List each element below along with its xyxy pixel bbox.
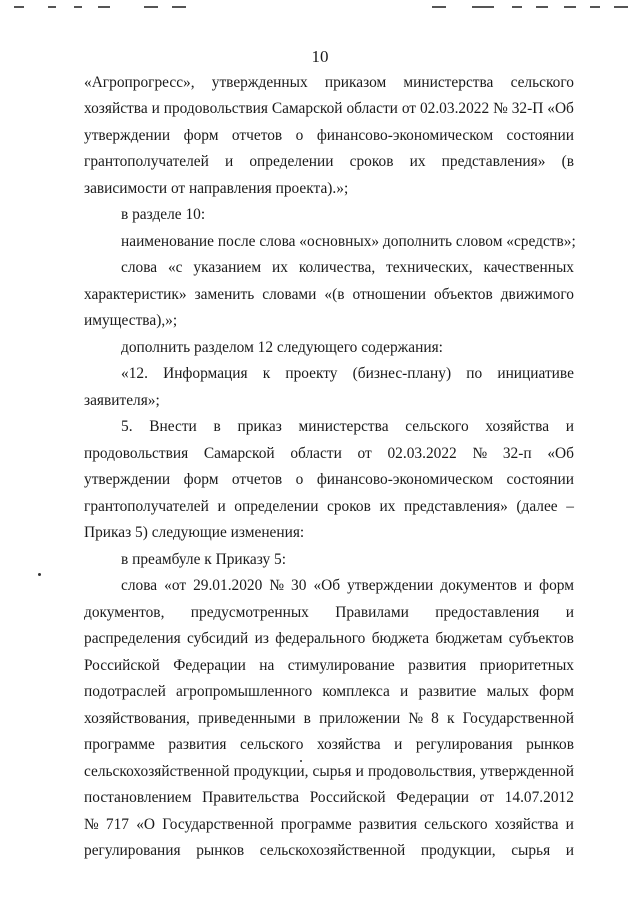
word: указанием <box>193 259 262 276</box>
word: развития <box>358 816 417 833</box>
word: 717 <box>105 816 129 833</box>
word: заявителя»; <box>84 392 160 409</box>
word: хозяйства <box>84 100 148 117</box>
word: в преамбуле к Приказу 5: <box>121 551 286 568</box>
word: сельского <box>405 418 469 435</box>
word: Федерации <box>396 789 470 806</box>
word: продукции, <box>233 763 309 780</box>
word: субсидий <box>186 630 249 647</box>
word: утверждении <box>347 577 434 594</box>
word: комплекса <box>322 683 390 700</box>
word: хозяйства <box>316 736 381 753</box>
word: форм <box>183 127 219 144</box>
word: 14.07.2012 <box>504 789 574 806</box>
text-line <box>121 204 205 226</box>
word: «Агропрогресс», <box>84 74 195 91</box>
word: определении <box>249 153 334 170</box>
word: документов <box>440 577 517 594</box>
word: сельскохозяйственной <box>84 763 230 780</box>
word: сроков <box>349 153 394 170</box>
scan-speck <box>300 760 302 762</box>
word: дополнить разделом 12 следующего содержания: <box>121 339 443 356</box>
text-line <box>84 628 574 650</box>
word: «Об <box>547 445 574 462</box>
word: и <box>565 842 574 859</box>
text-line <box>84 787 574 809</box>
word: и <box>151 100 160 117</box>
word: министерства <box>403 74 494 91</box>
word: документов, <box>84 604 165 621</box>
word: Правилами <box>335 604 409 621</box>
word: инициативе <box>497 365 574 382</box>
word: продовольствия <box>84 445 189 462</box>
word: № <box>493 100 508 117</box>
word: в разделе 10: <box>121 206 206 223</box>
word: в <box>303 710 311 727</box>
word: характеристик» <box>84 286 187 303</box>
word: состоянии <box>506 471 574 488</box>
word: от <box>357 445 372 462</box>
word: утверждении <box>84 471 171 488</box>
word: распределения <box>84 630 181 647</box>
word: сельского <box>240 736 304 753</box>
word: форм <box>539 683 574 700</box>
text-line <box>84 151 574 173</box>
word: сырья <box>511 842 551 859</box>
page-number: 10 <box>311 47 329 66</box>
word: (далее <box>516 498 558 515</box>
word: словами <box>262 286 317 303</box>
word: количества, <box>298 259 376 276</box>
word: 8 <box>431 710 439 727</box>
word: сельскохозяйственной <box>259 842 406 859</box>
word: регулирования <box>84 842 181 859</box>
word: качественных <box>483 259 574 276</box>
word: слова <box>121 259 158 276</box>
word: программе <box>280 816 352 833</box>
text-line <box>84 284 574 306</box>
word: их <box>409 153 426 170</box>
word: заменить <box>194 286 255 303</box>
word: в <box>213 418 221 435</box>
text-line <box>84 840 574 862</box>
word: о <box>295 127 304 144</box>
word: и <box>565 816 574 833</box>
word: к <box>262 365 271 382</box>
word: Правительства <box>202 789 300 806</box>
word: программе <box>84 736 155 753</box>
word: грантополучателей <box>84 153 209 170</box>
word: «с <box>167 259 183 276</box>
text-line <box>121 257 574 279</box>
text-line <box>84 655 574 677</box>
word: постановлением <box>84 789 192 806</box>
word: области <box>290 445 342 462</box>
word: утвержденной <box>480 763 574 780</box>
word: Приказ 5) следующие изменения: <box>84 524 305 541</box>
word: наименование после слова «основных» дополнить словом «средств»; <box>121 233 576 250</box>
text-line <box>84 761 574 783</box>
word: «12. <box>121 365 148 382</box>
scan-edge-marks <box>0 6 640 10</box>
word: приведенными <box>198 710 296 727</box>
text-line <box>84 814 574 836</box>
word: 02.03.2022 <box>387 445 457 462</box>
word: 5. <box>121 418 133 435</box>
word: Самарской <box>203 445 275 462</box>
text-line <box>84 681 574 703</box>
word: утверждении <box>84 127 171 144</box>
word: малых <box>486 683 529 700</box>
word: подотраслей <box>84 683 166 700</box>
word: бюджета <box>371 630 430 647</box>
word: движимого <box>500 286 574 303</box>
word: представления» <box>404 498 508 515</box>
word: и <box>523 577 533 594</box>
word: рынков <box>196 842 245 859</box>
word: и <box>565 604 574 621</box>
text-line <box>121 549 286 571</box>
word: представления» <box>441 153 546 170</box>
text-line <box>84 125 574 147</box>
word: федерального <box>275 630 366 647</box>
word: министерства <box>298 418 389 435</box>
text-line <box>84 72 574 94</box>
word: и <box>225 153 234 170</box>
word: Информация <box>163 365 248 382</box>
text-line <box>84 390 160 412</box>
word: предоставления <box>435 604 540 621</box>
word: 29.01.2020 <box>193 577 263 594</box>
text-line <box>121 337 443 359</box>
word: форм <box>539 577 574 594</box>
text-line <box>84 522 304 544</box>
word: утвержденных <box>211 74 308 91</box>
word: стимулирование <box>287 657 395 674</box>
word: имущества),»; <box>84 312 178 329</box>
text-line <box>84 496 574 518</box>
word: предусмотренных <box>190 604 309 621</box>
text-line <box>84 178 348 200</box>
word: сельского <box>510 74 574 91</box>
word: Государственной <box>162 816 274 833</box>
word: «Об <box>547 100 574 117</box>
text-line <box>121 575 574 597</box>
word: сроков <box>327 498 371 515</box>
word: приоритетных <box>479 657 574 674</box>
word: хозяйствования, <box>84 710 190 727</box>
word: Российской <box>84 657 160 674</box>
text-line <box>121 416 574 438</box>
text-line <box>121 363 574 385</box>
word: продукции, <box>420 842 496 859</box>
text-line <box>84 708 574 730</box>
word: к <box>447 710 455 727</box>
word: и <box>355 763 364 780</box>
word: № <box>472 445 488 462</box>
word: на <box>259 657 275 674</box>
word: по <box>466 365 483 382</box>
word: объектов <box>434 286 493 303</box>
word: 32-п <box>502 445 532 462</box>
word: 30 <box>291 577 307 594</box>
word: от <box>401 100 417 117</box>
word: и <box>565 418 574 435</box>
word: Внести <box>149 418 197 435</box>
word: и <box>400 683 409 700</box>
word: хозяйства <box>494 816 559 833</box>
word: слова <box>121 577 158 594</box>
word: финансово-экономическом <box>316 471 494 488</box>
word: технических, <box>386 259 473 276</box>
word: отчетов <box>231 471 283 488</box>
word: № <box>84 816 99 833</box>
word: определении <box>234 498 319 515</box>
text-line <box>84 734 574 756</box>
word: Самарской <box>271 100 343 117</box>
text-line <box>84 443 574 465</box>
word: Российской <box>309 789 386 806</box>
word: – <box>566 498 574 515</box>
word: их <box>379 498 396 515</box>
word: «от <box>164 577 187 594</box>
word: о <box>295 471 304 488</box>
word: продовольствия <box>163 100 268 117</box>
word: «О <box>136 816 156 833</box>
word: отношении <box>352 286 427 303</box>
word: зависимости от направления проекта).»; <box>84 180 349 197</box>
word: № <box>408 710 424 727</box>
word: Федерации <box>173 657 246 674</box>
word: от <box>479 789 494 806</box>
word: сельского <box>424 816 488 833</box>
word: (бизнес-плану) <box>352 365 452 382</box>
word: форм <box>183 471 219 488</box>
word: приказ <box>237 418 282 435</box>
word: развития <box>408 657 467 674</box>
word: субъектов <box>508 630 574 647</box>
word: и <box>217 498 226 515</box>
word: «(в <box>324 286 345 303</box>
scan-speck <box>38 573 41 576</box>
word: развитие <box>418 683 477 700</box>
text-line <box>84 98 574 120</box>
word: их <box>272 259 288 276</box>
word: развития <box>168 736 227 753</box>
word: области <box>346 100 398 117</box>
text-line <box>84 310 177 332</box>
word: продовольствия, <box>367 763 477 780</box>
word: грантополучателей <box>84 498 209 515</box>
text-line <box>121 231 576 253</box>
word: 02.03.2022 <box>419 100 490 117</box>
word: № <box>269 577 285 594</box>
word: финансово-экономическом <box>316 127 494 144</box>
word: регулирования <box>415 736 513 753</box>
word: состоянии <box>506 127 574 144</box>
word: из <box>254 630 269 647</box>
word: отчетов <box>231 127 283 144</box>
word: агропромышленного <box>176 683 313 700</box>
word: и <box>394 736 403 753</box>
word: 32-П <box>511 100 544 117</box>
word: хозяйства <box>485 418 550 435</box>
word: сырья <box>312 763 352 780</box>
word: рынков <box>526 736 574 753</box>
word: приложении <box>319 710 401 727</box>
word: (в <box>561 153 574 170</box>
word: «Об <box>313 577 341 594</box>
word: проекту <box>285 365 338 382</box>
word: бюджетам <box>435 630 503 647</box>
word: Государственной <box>462 710 574 727</box>
text-line <box>84 602 574 624</box>
word: приказом <box>324 74 387 91</box>
text-line <box>84 469 574 491</box>
